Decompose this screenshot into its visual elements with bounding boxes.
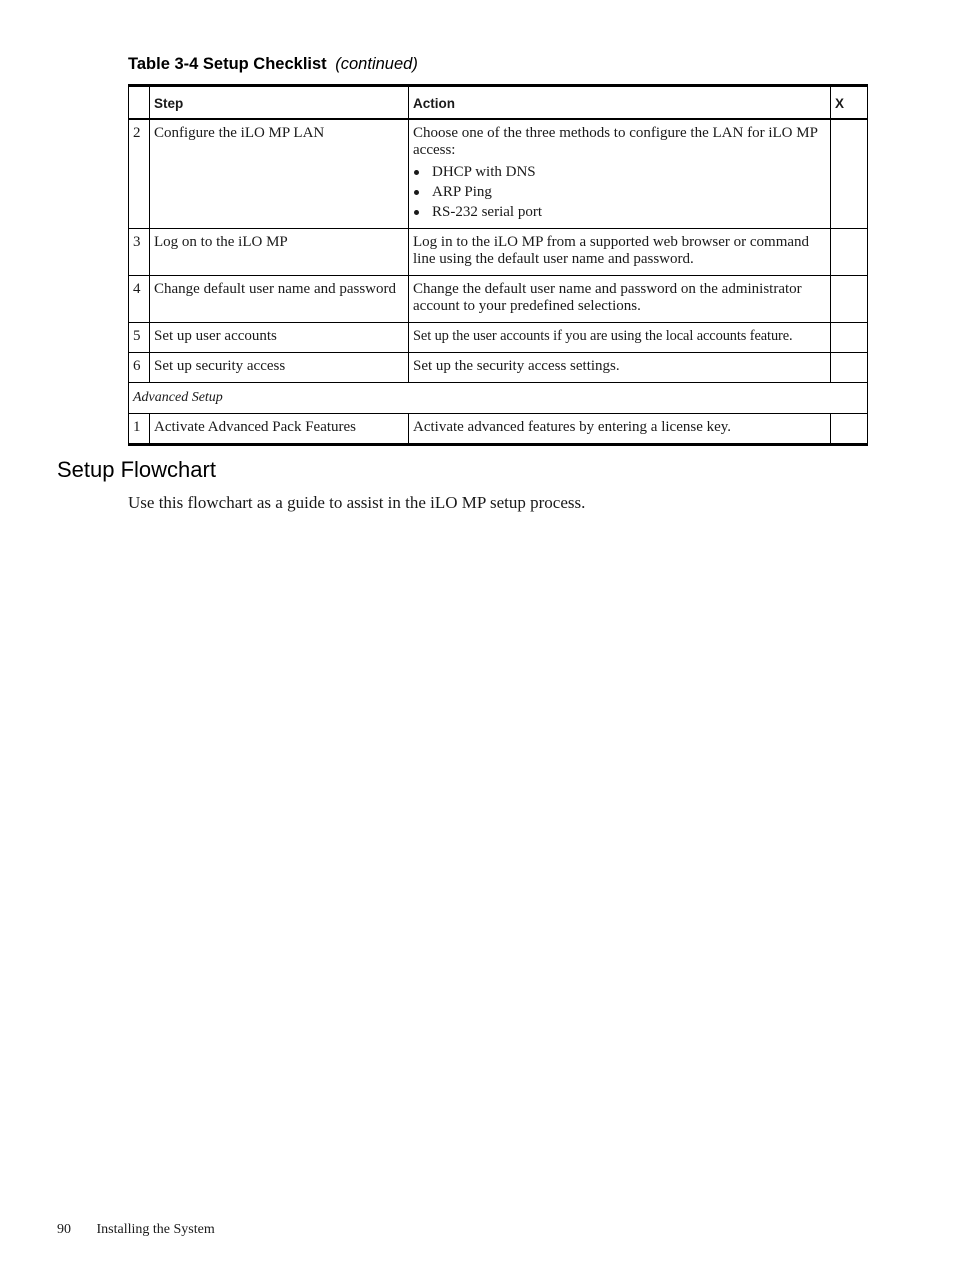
header-num [129, 86, 150, 120]
row-action: Set up the user accounts if you are using the local accounts feature. [409, 323, 831, 353]
row-num: 5 [129, 323, 150, 353]
list-item-text: ARP Ping [432, 184, 492, 200]
table-row [129, 229, 868, 276]
header-check: X [831, 86, 868, 120]
intro-paragraph: Use this flowchart as a guide to assist in the iLO MP setup process. [128, 493, 586, 512]
chapter-title: Installing the System [96, 1222, 215, 1237]
row-step: Configure the iLO MP LAN [150, 119, 409, 229]
table-caption [128, 55, 418, 74]
table-row [129, 276, 868, 323]
list-item [413, 162, 826, 182]
list-item-text: DHCP with DNS [432, 164, 536, 180]
row-num: 3 [129, 229, 150, 276]
row-step: Set up user accounts [150, 323, 409, 353]
row-num: 2 [129, 119, 150, 229]
table-row [129, 119, 868, 229]
row-step: Log on to the iLO MP [150, 229, 409, 276]
row-num: 1 [129, 414, 150, 445]
lan-method-list [413, 162, 826, 222]
row-action-text: Choose one of the three methods to configure the LAN for iLO MP access: [413, 125, 818, 158]
table-header-row [129, 86, 868, 120]
table-caption-continued: (continued) [335, 55, 418, 73]
row-action: Change the default user name and password on the administrator account to your predefined selections. [409, 276, 831, 323]
row-check-cell [831, 323, 868, 353]
row-step: Change default user name and password [150, 276, 409, 323]
list-item-text: RS-232 serial port [432, 204, 542, 220]
row-num: 4 [129, 276, 150, 323]
table-row [129, 353, 868, 383]
header-step: Step [150, 86, 409, 120]
list-item [413, 182, 826, 202]
table-row [129, 323, 868, 353]
table-caption-label: Table 3-4 Setup Checklist [128, 55, 327, 73]
header-action: Action [409, 86, 831, 120]
row-check-cell [831, 119, 868, 229]
bullet-icon [414, 170, 419, 175]
page-footer [57, 1222, 215, 1238]
page-number: 90 [57, 1222, 71, 1237]
section-heading: Setup Flowchart [57, 457, 216, 482]
row-action: Log in to the iLO MP from a supported web browser or command line using the default user name and password. [409, 229, 831, 276]
setup-checklist-table [128, 84, 868, 446]
row-check-cell [831, 414, 868, 445]
table-row [129, 414, 868, 445]
bullet-icon [414, 190, 419, 195]
section-label-advanced-setup: Advanced Setup [129, 383, 868, 414]
row-check-cell [831, 229, 868, 276]
row-num: 6 [129, 353, 150, 383]
row-check-cell [831, 276, 868, 323]
table-section-row [129, 383, 868, 414]
row-action: Set up the security access settings. [409, 353, 831, 383]
row-action: Activate advanced features by entering a license key. [409, 414, 831, 445]
bullet-icon [414, 210, 419, 215]
row-step: Set up security access [150, 353, 409, 383]
list-item [413, 202, 826, 222]
row-action [409, 119, 831, 229]
row-step: Activate Advanced Pack Features [150, 414, 409, 445]
row-check-cell [831, 353, 868, 383]
